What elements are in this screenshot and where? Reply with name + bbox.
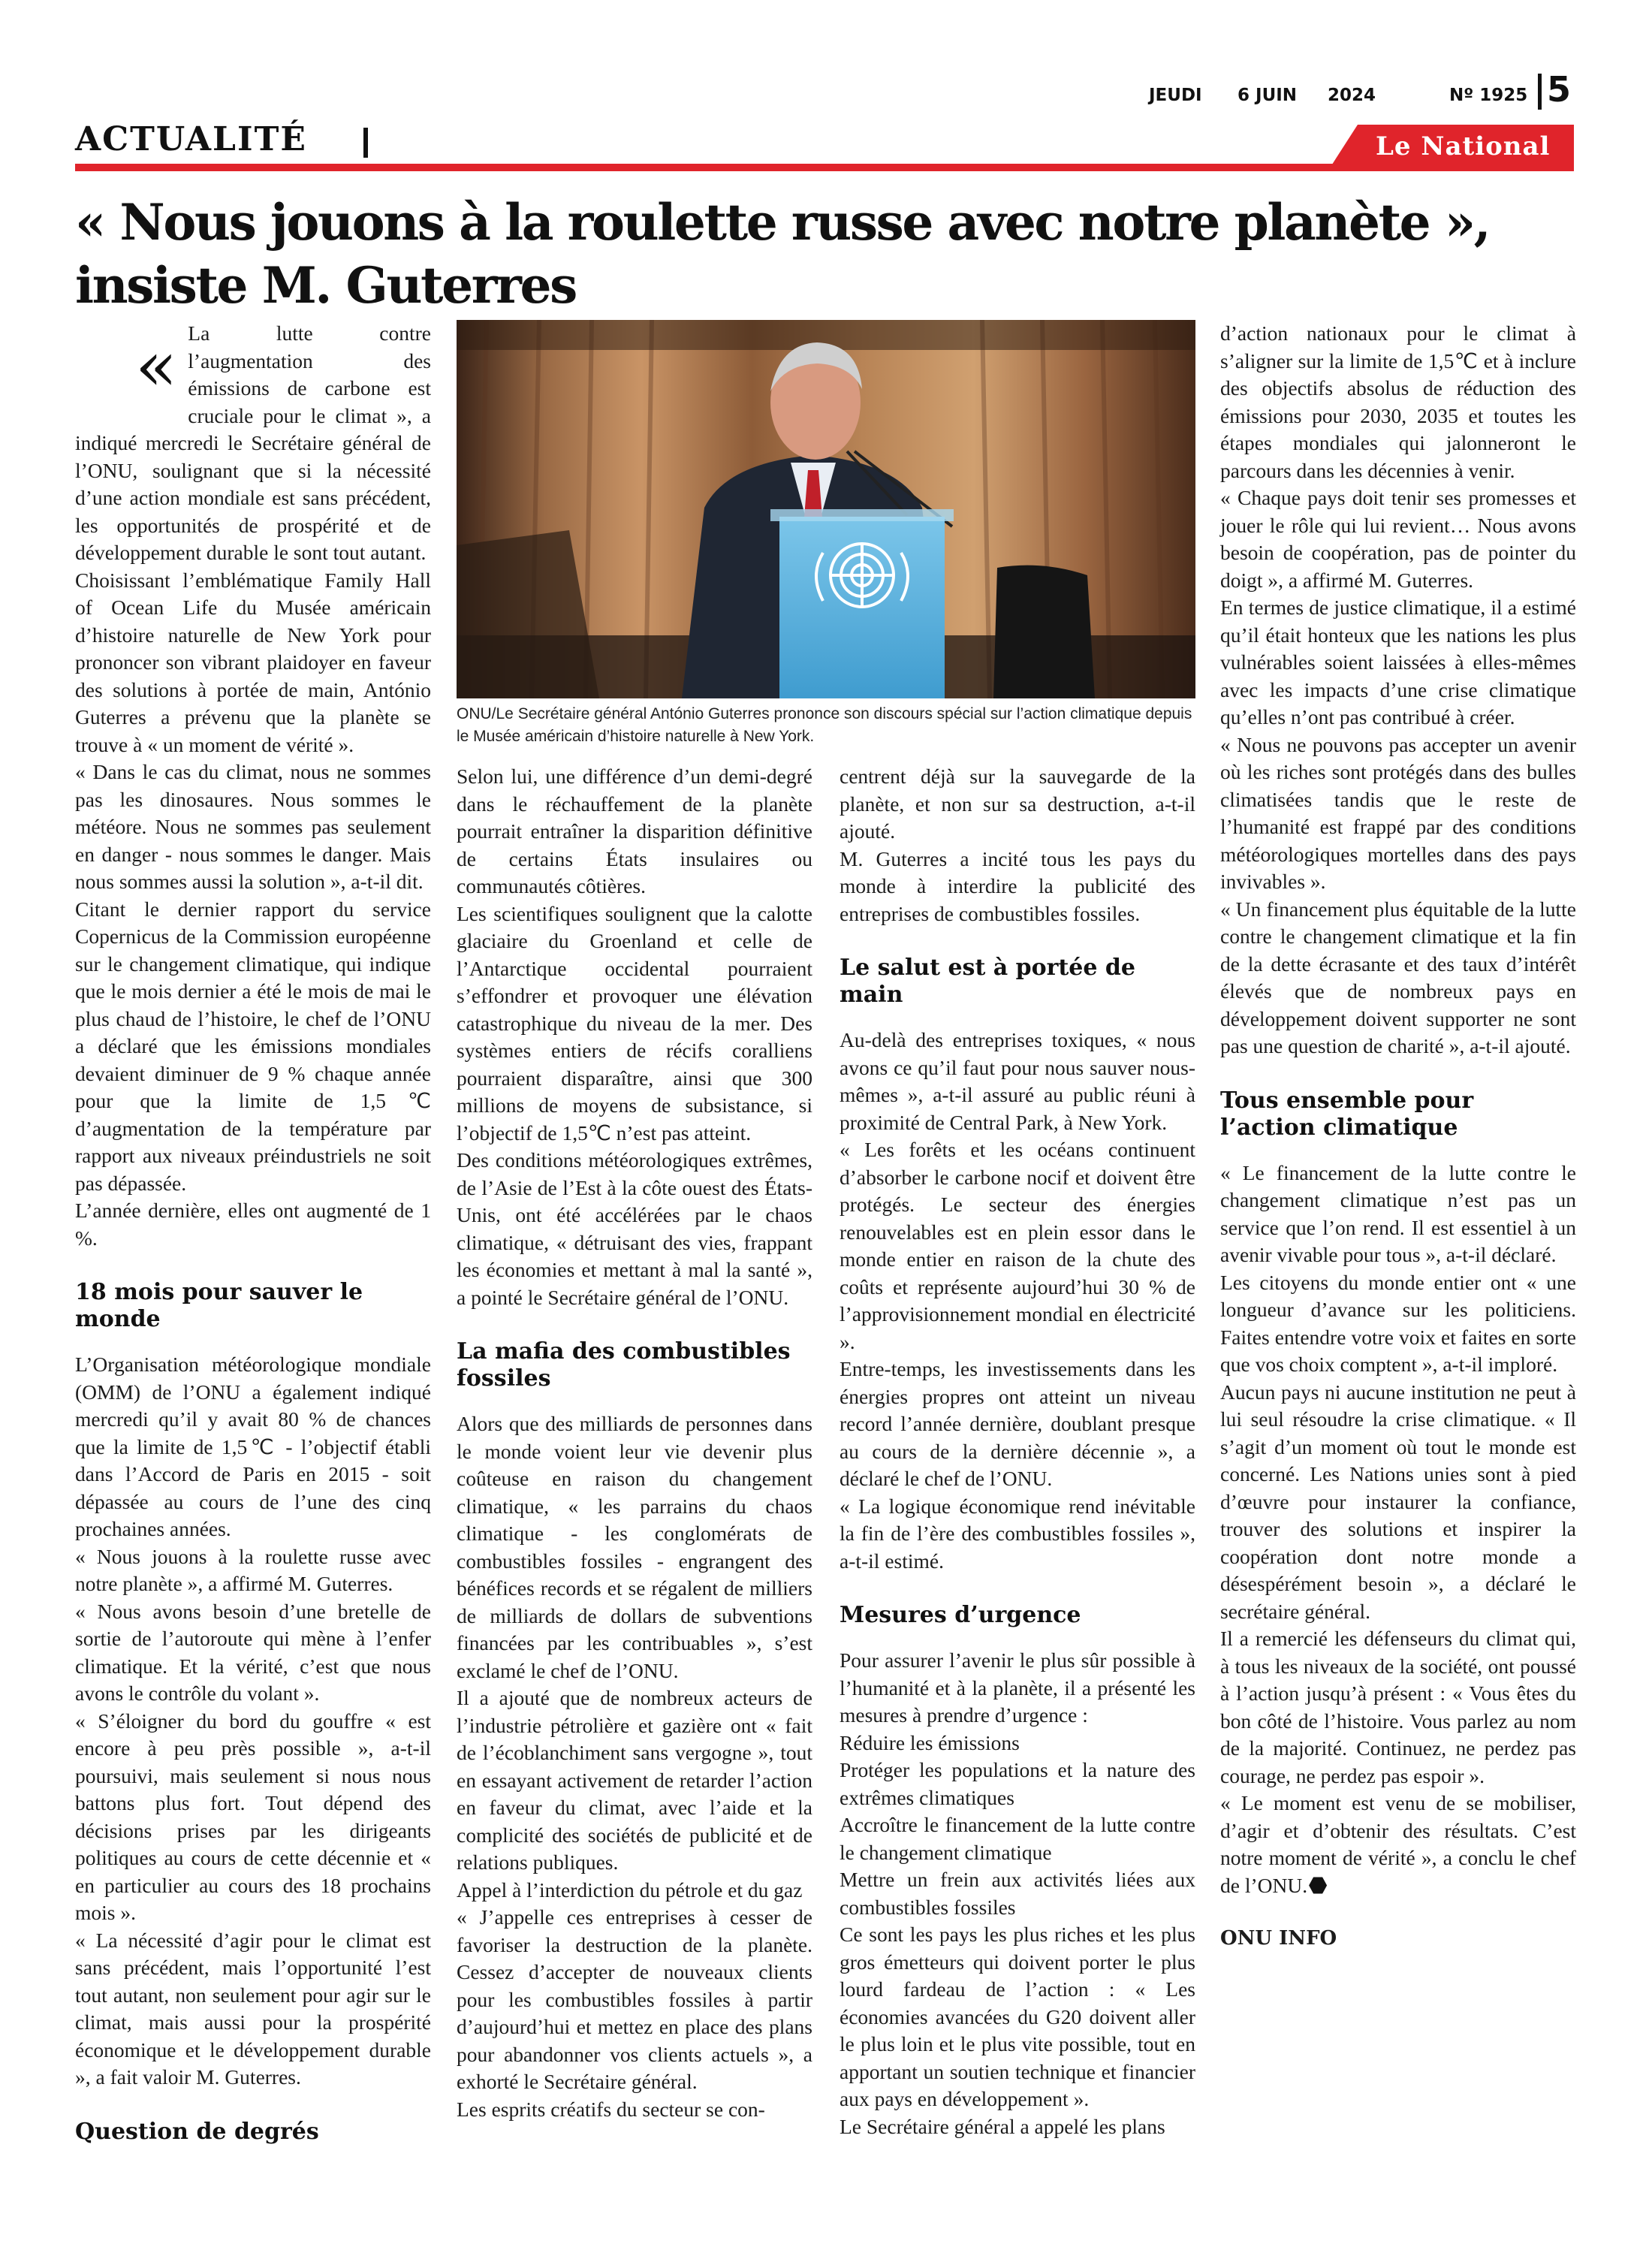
page-number-divider: [1538, 74, 1542, 110]
paragraph: « Chaque pays doit tenir ses promesses et jouer le rôle qui lui revient… Nous avons besoin de coopération, pas de pointer du doigt », a affirmé M. Guterres.: [1220, 486, 1576, 592]
paragraph: Le Secrétaire général a appelé les plans: [840, 2114, 1165, 2138]
issue-number: Nº 1925: [1449, 86, 1528, 105]
paragraph: Entre-temps, les investissements dans les énergies propres ont atteint un niveau record l’année dernière, doublant presque au cours de la dernière décennie », a déclaré le chef de l’ONU.: [840, 1357, 1195, 1490]
page-number: 5: [1547, 69, 1572, 110]
closing-paragraph: « Le moment est venu de se mobiliser, d’agir et d’obtenir des résultats. C’est notre moment de vérité », a conclu le chef de l’ONU.: [1220, 1791, 1576, 1897]
paragraph: « S’éloigner du bord du gouffre « est encore à peu près possible », a-t-il poursuivi, mais seulement si nous nous battons plus fort. Tout dépend des décisions prises par les dirigeants politiques au cours de cette décennie et « en particulier au cours des 18 prochains mois ».: [75, 1709, 431, 1924]
section-title: ACTUALITÉ: [75, 120, 307, 158]
paragraph: Il a remercié les défenseurs du climat qui, à tous les niveaux de la société, ont poussé à l’action jusqu’à présent : « Vous êtes du bon côté de l’histoire. Vous parlez au nom de la majorité. Continuez, ne perdez pas courage, ne perdez pas espoir ».: [1220, 1627, 1576, 1787]
paragraph: « La nécessité d’agir pour le climat est sans précédent, mais l’opportunité l’est tout autant, non seulement pour agir sur le climat, mais aussi pour la prospérité économique et le développement durable », a fait valoir M. Guterres.: [75, 1928, 431, 2089]
paragraph: centrent déjà sur la sauvegarde de la planète, et non sur sa destruction, a-t-il ajouté.: [840, 765, 1195, 843]
paragraph: Les scientifiques soulignent que la calotte glaciaire du Groenland et celle de l’Antarctique occidental pourraient s’effondrer et provoquer une élévation catastrophique du niveau de la mer. Des systèmes entiers de récifs coralliens pourraient disparaître, ainsi que 300 millions de moyens de subsistance, si l’objectif de 1,5℃ n’est pas atteint.: [457, 901, 812, 1145]
article-credit: ONU INFO: [1220, 1927, 1337, 1950]
paragraph: Il a ajouté que de nombreux acteurs de l’industrie pétrolière et gazière ont « fait de l’écoblanchiment sans vergogne », tout en essayant activement de retarder l’action en faveur du climat, avec l’aide et la complicité des sociétés de publicité et de relations publiques.: [457, 1686, 812, 1874]
speaker-photo: [457, 320, 1195, 698]
column-2: [457, 763, 812, 2123]
paragraph: Des conditions météorologiques extrêmes, de l’Asie de l’Est à la côte ouest des États-Unis, ont été accélérées par le chaos climatique, « détruisant des vies, frappant les économies et mettant à mal la santé », a pointé le Secrétaire général de l’ONU.: [457, 1148, 812, 1309]
subheading: Mesures d’urgence: [840, 1602, 1081, 1628]
paragraph: Pour assurer l’avenir le plus sûr possible à l’humanité et à la planète, il a présenté les mesures à prendre d’urgence :: [840, 1648, 1195, 1727]
photo-caption: ONU/Le Secrétaire général António Guterres prononce son discours spécial sur l’action climatique depuis le Musée américain d’histoire naturelle à New York.: [457, 705, 1192, 745]
brand-name: Le National: [1376, 131, 1551, 161]
paragraph: « Un financement plus équitable de la lutte contre le changement climatique et la fin de la dette écrasante et des taux d’intérêt élevés que de nombreux pays en développement doivent supporter ne sont pas une question de charité », a-t-il ajouté.: [1220, 897, 1576, 1057]
list-item: Réduire les émissions: [840, 1730, 1020, 1754]
paragraph: d’action nationaux pour le climat à s’aligner sur la limite de 1,5℃ et à inclure des objectifs absolus de réduction des émissions pour 2030, 2035 et toutes les étapes mondiales qui jalonneront le parcours dans les décennies à venir.: [1220, 321, 1576, 482]
list-item: Protéger les populations et la nature des extrêmes climatiques: [840, 1758, 1195, 1809]
paragraph: « J’appelle ces entreprises à cesser de favoriser la destruction de la planète. Cessez d’accepter de nouveaux clients pour les combustibles fossiles à partir d’aujourd’hui et mettez en place des plans pour abandonner vos clients actuels », a exhorté le Secrétaire général.: [457, 1905, 812, 2093]
paragraph: Ce sont les pays les plus riches et les plus gros émetteurs qui doivent porter le plus lourd fardeau de l’action : « Les économies avancées du G20 doivent aller le plus loin et le plus vite possible, tout en apportant un soutien technique et financier aux pays en développement ».: [840, 1923, 1195, 2110]
paragraph: Selon lui, une différence d’un demi-degré dans le réchauffement de la planète pourrait entraîner la disparition définitive de certains États insulaires ou communautés côtières.: [457, 765, 812, 897]
paragraph: « Les forêts et les océans continuent d’absorber le carbone nocif et doivent être protégés. Le secteur des énergies renouvelables est en plein essor dans le monde entier en raison de la chute des coûts et représente aujourd’hui 30 % de l’approvisionnement mondial en électricité ».: [840, 1138, 1195, 1353]
paragraph: En termes de justice climatique, il a estimé qu’il était honteux que les nations les plus vulnérables soient laissées à elles-mêmes avec les impacts d’une crise climatique qu’elles n’ont pas contribué à créer.: [1220, 596, 1576, 728]
paragraph: Au-delà des entreprises toxiques, « nous avons ce qu’il faut pour nous sauver nous-mêmes », a-t-il assuré au public réuni à proximité de Central Park, à New York.: [840, 1028, 1195, 1134]
subheading: Le salut est à portée de main: [840, 955, 1135, 1008]
paragraph: « La logique économique rend inévitable la fin de l’ère des combustibles fossiles », a-t-il estimé.: [840, 1494, 1195, 1573]
section-divider: [363, 128, 368, 158]
list-item: Mettre un frein aux activités liées aux combustibles fossiles: [840, 1868, 1195, 1919]
issue-day: JEUDI: [1149, 86, 1202, 105]
paragraph: L’Organisation météorologique mondiale (OMM) de l’ONU a également indiqué mercredi qu’il y avait 80 % de chances que la limite de 1,5℃ - l’objectif établi dans l’Accord de Paris en 2015 - soit dépassée au cours de l’une des cinq prochaines années.: [75, 1353, 431, 1540]
paragraph: Citant le dernier rapport du service Copernicus de la Commission européenne sur le changement climatique, qui indique que le mois dernier a été le mois de mai le plus chaud de l’histoire, le chef de l’ONU a déclaré que les émissions mondiales devaient diminuer de 9 % chaque année pour que la limite de 1,5℃ d’augmentation de la température par rapport aux niveaux préindustriels ne soit pas dépassée.: [75, 897, 431, 1195]
paragraph: Les esprits créatifs du secteur se con-: [457, 2097, 765, 2121]
paragraph: « Nous avons besoin d’une bretelle de sortie de l’autoroute qui mène à l’enfer climatique. Et la vérité, c’est que nous avons le contrôle du volant ».: [75, 1599, 431, 1705]
issue-year: 2024: [1328, 86, 1376, 105]
column-4: [1220, 320, 1576, 1953]
paragraph: L’année dernière, elles ont augmenté de 1 %.: [75, 1199, 431, 1250]
paragraph: « Nous jouons à la roulette russe avec notre planète », a affirmé M. Guterres.: [75, 1544, 431, 1595]
paragraph: Alors que des milliards de personnes dans le monde voient leur vie devenir plus coûteuse en raison du changement climatique, « les parrains du chaos climatique - les conglomérats de combustibles fossiles - engrangent des bénéfices records et se régalent de milliers de milliards de dollars de subventions financées par les contribuables », s’est exclamé le chef de l’ONU.: [457, 1412, 812, 1682]
drop-cap: «: [135, 326, 178, 406]
issue-info: [1149, 80, 1528, 110]
subheading: La mafia des combustibles fossiles: [457, 1338, 791, 1392]
subheading: Question de degrés: [75, 2118, 319, 2145]
measures-list: [840, 1730, 1195, 1922]
column-1: [75, 320, 431, 2164]
subheading: Tous ensemble pour l’action climatique: [1220, 1087, 1474, 1141]
paragraph: Choisissant l’emblématique Family Hall of Ocean Life du Musée américain d’histoire naturelle de New York pour prononcer son vibrant plaidoyer en faveur des solutions à portée de main, António Guterres a prévenu que la planète se trouve à « un moment de vérité ».: [75, 568, 431, 756]
lead-paragraph: « La lutte contre l’augmentation des émissions de carbone est cruciale pour le climat », a indiqué mercredi le Secrétaire général de l’ONU, soulignant que si la nécessité d’une action mondiale est sans précédent, les opportunités de prospérité et de développement durable le sont tout autant.: [75, 321, 431, 564]
paragraph: « Le financement de la lutte contre le changement climatique n’est pas un service que l’on rend. Il est essentiel à un avenir vivable pour tous », a-t-il déclaré.: [1220, 1160, 1576, 1266]
list-item: Accroître le financement de la lutte contre le changement climatique: [840, 1813, 1195, 1864]
column-3: [840, 763, 1195, 2140]
paragraph: Aucun pays ni aucune institution ne peut à lui seul résoudre la crise climatique. « Il s’agit d’un moment où tout le monde est concerné. Les Nations unies sont à pied d’œuvre pour instaurer la confiance, trouver des solutions et inspirer la coopération dont notre monde a désespérément besoin », a déclaré le secrétaire général.: [1220, 1380, 1576, 1623]
paragraph: M. Guterres a incité tous les pays du monde à interdire la publicité des entreprises de combustibles fossiles.: [840, 846, 1195, 925]
paragraph: Appel à l’interdiction du pétrole et du gaz: [457, 1878, 803, 1902]
issue-date: 6 JUIN: [1237, 86, 1298, 105]
subheading: 18 mois pour sauver le monde: [75, 1279, 363, 1332]
paragraph: Les citoyens du monde entier ont « une longueur d’avance sur les politiciens. Faites entendre votre voix et faites en sorte que vos choix comptent », a-t-il imploré.: [1220, 1270, 1576, 1376]
headline: « Nous jouons à la roulette russe avec notre planète », insiste M. Guterres: [75, 193, 1490, 315]
paragraph: « Nous ne pouvons pas accepter un avenir où les riches sont protégés dans des bulles climatisées tandis que le reste de l’humanité est frappé par des conditions météorologiques mortelles dans des pays invivables ».: [1220, 732, 1576, 893]
header-rule: [75, 164, 1574, 171]
end-mark-icon: [1309, 1877, 1327, 1895]
paragraph: « Dans le cas du climat, nous ne sommes pas les dinosaures. Nous sommes le météore. Nous ne sommes pas seulement en danger - nous sommes le danger. Mais nous sommes aussi la solution », a-t-il dit.: [75, 760, 431, 893]
